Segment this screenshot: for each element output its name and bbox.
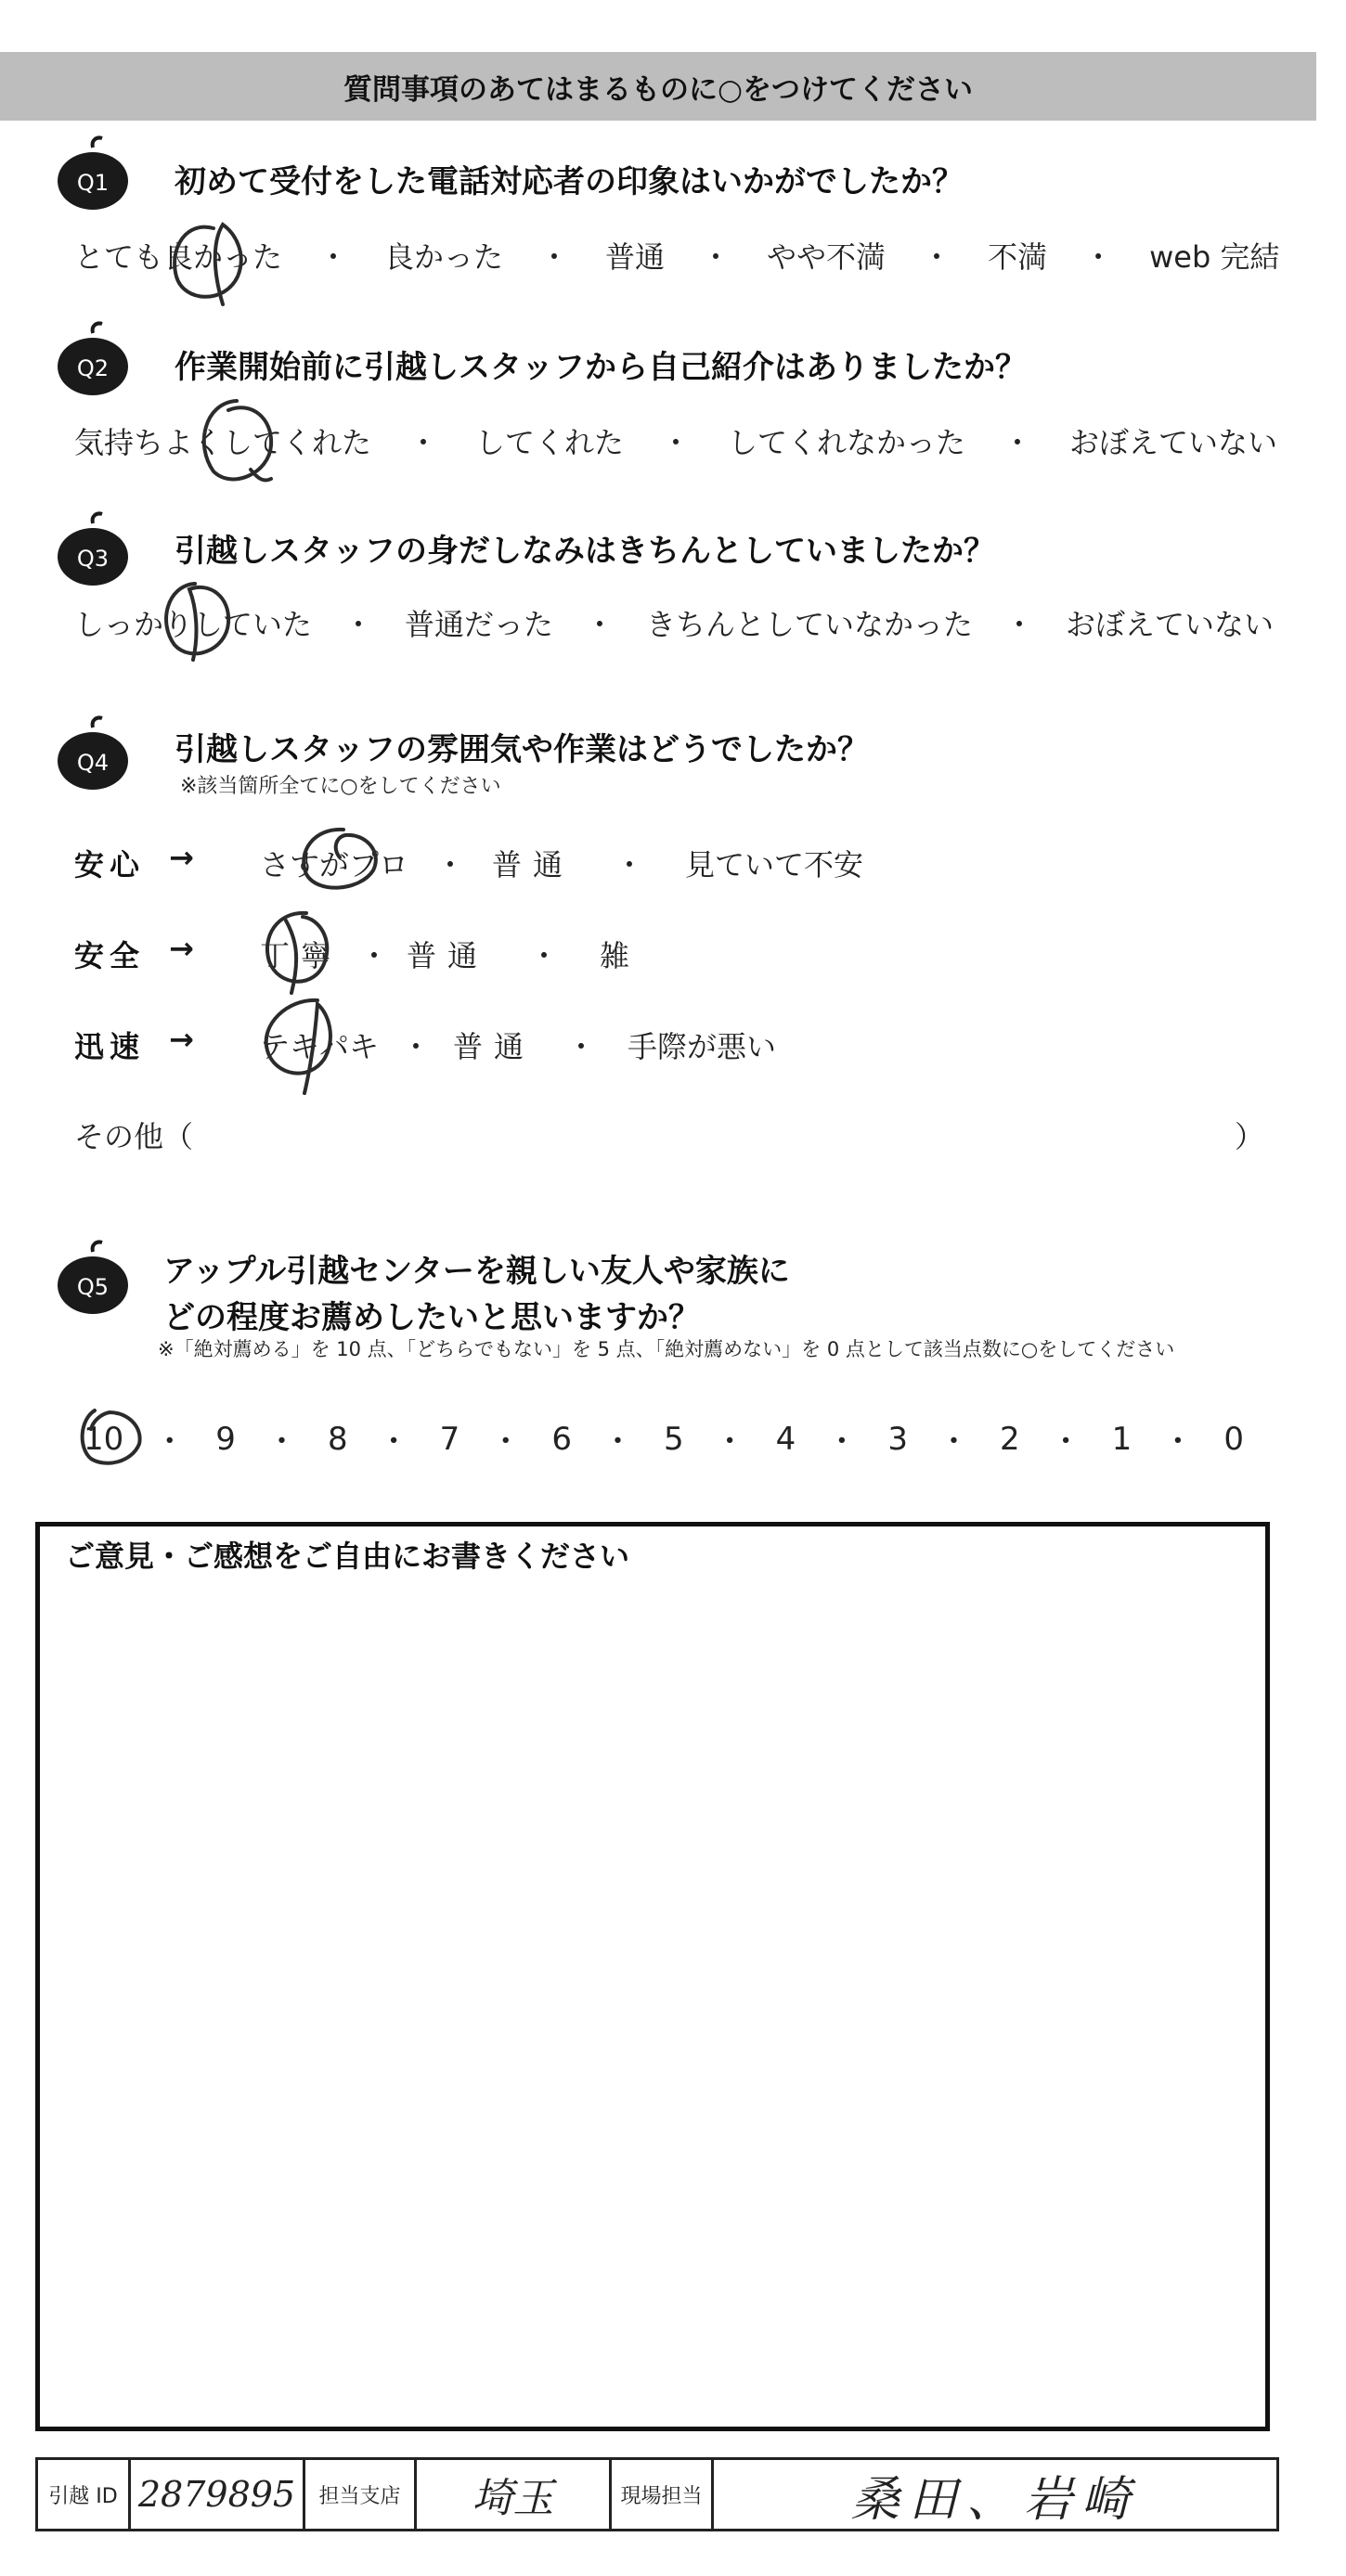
q4-badge: Q4 [76, 750, 110, 776]
separator: ・ [401, 1029, 432, 1064]
score-2[interactable]: 2 [1000, 1420, 1020, 1458]
q1-badge: Q1 [76, 170, 110, 196]
q5-selection-circle [72, 1401, 147, 1470]
arrow-right-icon: → [169, 1022, 194, 1057]
q4-other-close: ） [1235, 1119, 1265, 1154]
separator: ・ [318, 239, 349, 275]
q3-title: 引越しスタッフの身だしなみはきちんとしていましたか？ [175, 533, 995, 570]
arrow-right-icon: → [169, 931, 194, 966]
score-6[interactable]: 6 [551, 1420, 572, 1458]
separator: ・ [153, 1423, 186, 1461]
instruction-title: 質問事項のあてはまるものに○をつけてください [343, 72, 974, 107]
score-0[interactable]: 0 [1223, 1420, 1244, 1458]
q1-option-very-good[interactable]: とても良かった [74, 239, 283, 275]
q3-option-normal[interactable]: 普通だった [405, 607, 554, 642]
q4-row-anshin-label: 安心 [74, 847, 146, 882]
separator: ・ [566, 1029, 597, 1064]
staff-label-cell [612, 2460, 714, 2529]
arrow-right-icon: → [169, 840, 194, 875]
separator: ・ [701, 239, 731, 275]
separator: ・ [1003, 425, 1033, 460]
staff-value-cell[interactable] [714, 2460, 1276, 2529]
q1-option-slightly-dissatisfied[interactable]: やや不満 [767, 239, 887, 275]
separator: ・ [585, 607, 615, 642]
apple-q3-icon [54, 510, 132, 588]
footer-table [35, 2457, 1279, 2531]
q1-option-dissatisfied[interactable]: 不満 [988, 239, 1048, 275]
separator: ・ [408, 425, 439, 460]
separator: ・ [825, 1423, 858, 1461]
q4-anshin-option-normal[interactable]: 普通 [492, 847, 575, 882]
branch-label: 担当支店 [318, 2484, 401, 2508]
separator: ・ [1050, 1423, 1082, 1461]
id-label-cell [38, 2460, 131, 2529]
score-1[interactable]: 1 [1111, 1420, 1132, 1458]
separator: ・ [938, 1423, 970, 1461]
q2-option-dont-remember[interactable]: おぼえていない [1069, 425, 1278, 460]
q4-jinsoku-option-normal[interactable]: 普通 [453, 1029, 536, 1064]
comments-title: ご意見・ご感想をご自由にお書きください [65, 1539, 630, 1574]
separator: ・ [359, 938, 390, 973]
q5-title-line1: アップル引越センターを親しい友人や家族に [163, 1253, 790, 1290]
separator: ・ [489, 1423, 522, 1461]
q4-jinsoku-selection-circle [251, 991, 343, 1098]
q4-row-jinsoku-label: 迅速 [74, 1029, 146, 1064]
q3-selection-circle [149, 571, 246, 668]
q3-badge: Q3 [76, 546, 110, 572]
separator: ・ [378, 1423, 410, 1461]
id-label: 引越 ID [48, 2484, 118, 2508]
separator: ・ [1161, 1423, 1194, 1461]
q4-anzen-option-normal[interactable]: 普通 [407, 938, 489, 973]
apple-q5-icon [54, 1239, 132, 1317]
q3-option-dont-remember[interactable]: おぼえていない [1066, 607, 1275, 642]
q3-option-not-neat[interactable]: きちんとしていなかった [646, 607, 974, 642]
separator: ・ [661, 425, 692, 460]
score-4[interactable]: 4 [775, 1420, 796, 1458]
separator: ・ [922, 239, 952, 275]
q2-option-willingly[interactable]: 気持ちよくしてくれた [74, 425, 372, 460]
id-value: 2879895 [137, 2474, 296, 2515]
q1-option-web[interactable]: web 完結 [1149, 239, 1280, 275]
branch-value: 埼玉 [472, 2475, 554, 2522]
score-10[interactable]: 10 [84, 1420, 124, 1458]
q4-anzen-option-sloppy[interactable]: 雑 [600, 938, 630, 973]
comments-box[interactable] [35, 1522, 1270, 2431]
q3-options [74, 601, 1274, 644]
branch-label-cell [305, 2460, 417, 2529]
separator: ・ [602, 1423, 634, 1461]
q5-badge: Q5 [76, 1274, 110, 1300]
q4-jinsoku-option-clumsy[interactable]: 手際が悪い [628, 1029, 777, 1064]
q5-score-scale [84, 1416, 1244, 1462]
apple-q2-icon [54, 320, 132, 398]
separator: ・ [265, 1423, 298, 1461]
q4-note: ※該当箇所全てに○をしてください [180, 775, 501, 798]
q1-title: 初めて受付をした電話対応者の印象はいかがでしたか？ [175, 163, 964, 200]
score-7[interactable]: 7 [439, 1420, 460, 1458]
q4-anshin-option-anxious[interactable]: 見ていて不安 [685, 847, 864, 882]
separator: ・ [539, 239, 570, 275]
q2-selection-circle [186, 390, 288, 492]
separator: ・ [529, 938, 560, 973]
q2-title: 作業開始前に引越しスタッフから自己紹介はありましたか？ [175, 349, 1027, 386]
q5-title-line2: どの程度お薦めしたいと思いますか？ [163, 1299, 700, 1336]
q4-anzen-selection-circle [249, 900, 342, 1002]
separator: ・ [714, 1423, 746, 1461]
id-value-cell[interactable] [131, 2460, 305, 2529]
score-5[interactable]: 5 [663, 1420, 684, 1458]
staff-label: 現場担当 [620, 2484, 703, 2508]
instruction-header [0, 52, 1316, 121]
q2-badge: Q2 [76, 355, 110, 381]
q1-selection-circle [158, 212, 260, 316]
q4-row-anzen-label: 安全 [74, 938, 146, 973]
q4-anzen-option-careful[interactable]: 丁寧 [260, 938, 343, 973]
separator: ・ [615, 847, 645, 882]
apple-q1-icon [54, 135, 132, 213]
separator: ・ [1083, 239, 1114, 275]
score-3[interactable]: 3 [887, 1420, 908, 1458]
staff-value: 桑田、岩崎 [850, 2471, 1139, 2528]
separator: ・ [1004, 607, 1035, 642]
branch-value-cell[interactable] [417, 2460, 612, 2529]
q4-title: 引越しスタッフの雰囲気や作業はどうでしたか？ [175, 731, 869, 768]
q4-anshin-option-pro[interactable]: さすがプロ [260, 847, 409, 882]
score-8[interactable]: 8 [327, 1420, 348, 1458]
q3-option-neat[interactable]: しっかりしていた [74, 607, 313, 642]
q2-option-did[interactable]: してくれた [475, 425, 625, 460]
q4-other-label: その他（ [74, 1119, 194, 1154]
q4-anshin-selection-circle [288, 817, 390, 900]
q1-option-good[interactable]: 良かった [384, 239, 504, 275]
separator: ・ [343, 607, 374, 642]
q5-note: ※「絶対薦める」を 10 点、「どちらでもない」を 5 点、「絶対薦めない」を 0 点として該当点数に○をしてください [158, 1338, 1175, 1360]
q4-jinsoku-option-swift[interactable]: テキパキ [260, 1029, 380, 1064]
apple-q4-icon [54, 715, 132, 792]
separator: ・ [435, 847, 466, 882]
score-9[interactable]: 9 [215, 1420, 236, 1458]
q1-option-normal[interactable]: 普通 [605, 239, 666, 275]
q2-option-did-not[interactable]: してくれなかった [728, 425, 966, 460]
